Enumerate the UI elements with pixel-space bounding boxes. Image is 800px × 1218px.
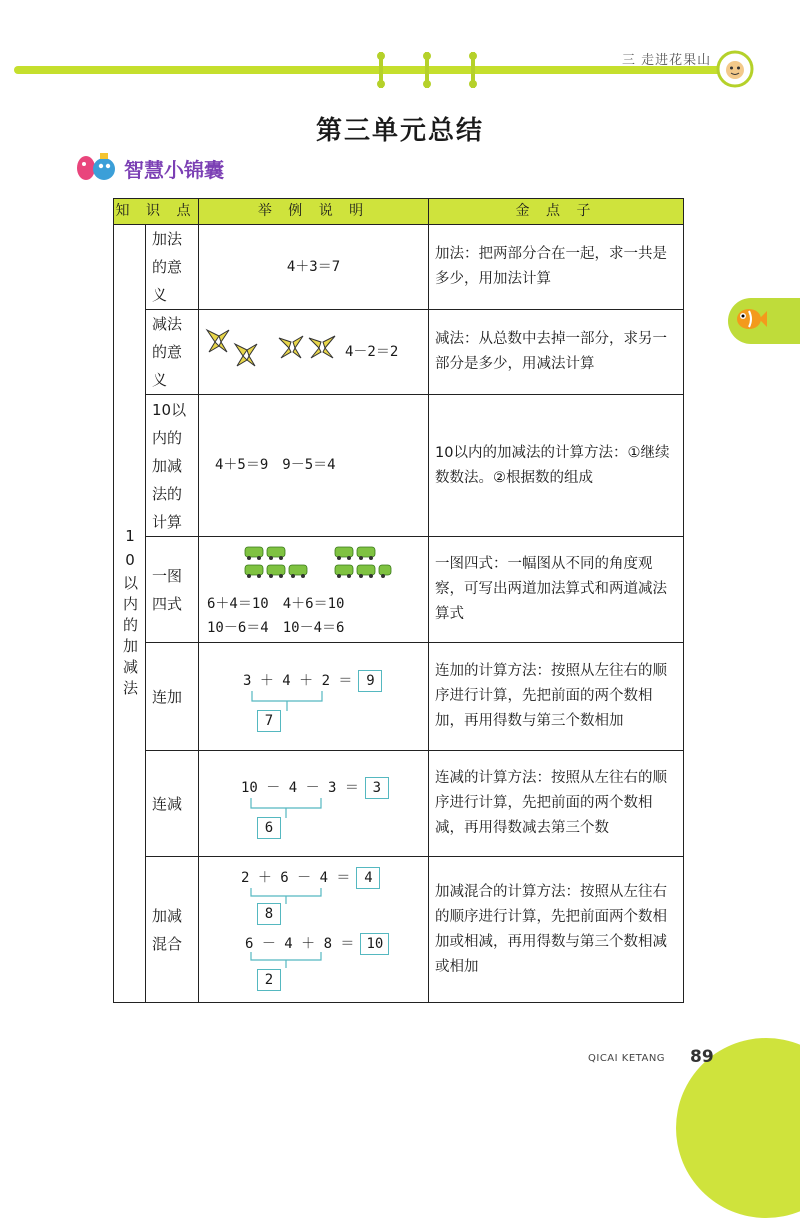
category-label: 10以内的加减法 <box>121 526 139 701</box>
example-equation: 3 ＋ 4 ＋ 2 ＝ <box>243 672 353 689</box>
example-cell <box>199 643 429 751</box>
table-header-row <box>114 199 684 225</box>
topic-cell: 10以内的加减法的计算 <box>146 395 199 537</box>
header-tips: 金 点 子 <box>429 199 684 225</box>
example-equation: 10 － 4 － 3 ＝ <box>241 779 359 796</box>
result-box: 3 <box>365 777 389 799</box>
table-row <box>114 537 684 643</box>
result-box: 9 <box>358 670 382 692</box>
table-row <box>114 395 684 537</box>
result-box: 10 <box>360 933 389 955</box>
table-row <box>114 751 684 857</box>
header-examples: 举 例 说 明 <box>199 199 429 225</box>
example-equation: 4＋3＝7 <box>286 258 341 275</box>
fish-icon <box>735 303 767 337</box>
section-heading-label: 智慧小锦囊 <box>124 157 224 182</box>
example-cell <box>199 751 429 857</box>
topic-cell: 一图四式 <box>146 537 199 643</box>
topic-cell: 加减混合 <box>146 857 199 1003</box>
butterfly-icon <box>277 328 339 377</box>
table-row <box>114 857 684 1003</box>
tip-cell: 减法：从总数中去掉一部分，求另一部分是多少，用减法计算 <box>429 310 684 395</box>
header-pin-icon <box>468 52 476 88</box>
header-rule <box>14 66 726 74</box>
partial-result-box: 7 <box>257 710 281 732</box>
example-equation: 4＋5＝9 9－5＝4 <box>215 457 336 473</box>
header-pin-icon <box>376 52 384 88</box>
header-knowledge: 知 识 点 <box>114 199 199 225</box>
tip-cell: 连加的计算方法：按照从左往右的顺序进行计算，先把前面的两个数相加，再用得数与第三个数相加 <box>429 643 684 751</box>
cars-illustration <box>199 543 428 592</box>
topic-cell: 减法的意义 <box>146 310 199 395</box>
tip-cell: 加法：把两部分合在一起，求一共是多少，用加法计算 <box>429 225 684 310</box>
result-box: 4 <box>356 867 380 889</box>
partial-result-box: 8 <box>257 903 281 925</box>
table-row <box>114 310 684 395</box>
example-cell <box>199 857 429 1003</box>
table-row <box>114 225 684 310</box>
category-cell <box>114 225 146 1003</box>
summary-table <box>113 198 684 1003</box>
example-equation: 6＋4＝10 4＋6＝10 <box>207 596 345 612</box>
example-equation: 6 － 4 ＋ 8 ＝ <box>245 935 355 952</box>
partial-result-box: 6 <box>257 817 281 839</box>
example-cell <box>199 310 429 395</box>
tip-cell: 连减的计算方法：按照从左往右的顺序进行计算，先把前面的两个数相减，再用得数减去第三个数 <box>429 751 684 857</box>
section-heading <box>74 150 224 186</box>
page-number: 89 <box>690 1047 714 1067</box>
partial-result-box: 2 <box>257 969 281 991</box>
butterfly-icon <box>205 328 261 377</box>
topic-cell: 连减 <box>146 751 199 857</box>
topic-cell: 连加 <box>146 643 199 751</box>
example-cell <box>199 395 429 537</box>
page-title: 第三单元总结 <box>315 116 484 146</box>
tip-cell: 加减混合的计算方法：按照从左往右的顺序进行计算，先把前面两个数相加或相减，再用得数与第三个数相减或相加 <box>429 857 684 1003</box>
example-cell <box>199 225 429 310</box>
unit-label: 三 走进花果山 <box>622 53 712 68</box>
header-pin-icon <box>422 52 430 88</box>
brand-label: QICAI KETANG <box>588 1053 666 1064</box>
tip-cell: 一图四式：一幅图从不同的角度观察，可写出两道加法算式和两道减法算式 <box>429 537 684 643</box>
example-equation: 10－6＝4 10－4＝6 <box>207 620 345 636</box>
monkey-badge-icon <box>716 50 754 88</box>
tip-cell: 10以内的加减法的计算方法：①继续数数法。②根据数的组成 <box>429 395 684 537</box>
example-equation: 4－2＝2 <box>345 343 399 360</box>
topic-cell: 加法的意义 <box>146 225 199 310</box>
example-equation: 2 ＋ 6 － 4 ＝ <box>241 869 351 886</box>
table-row <box>114 643 684 751</box>
example-cell <box>199 537 429 643</box>
characters-icon <box>74 150 118 186</box>
